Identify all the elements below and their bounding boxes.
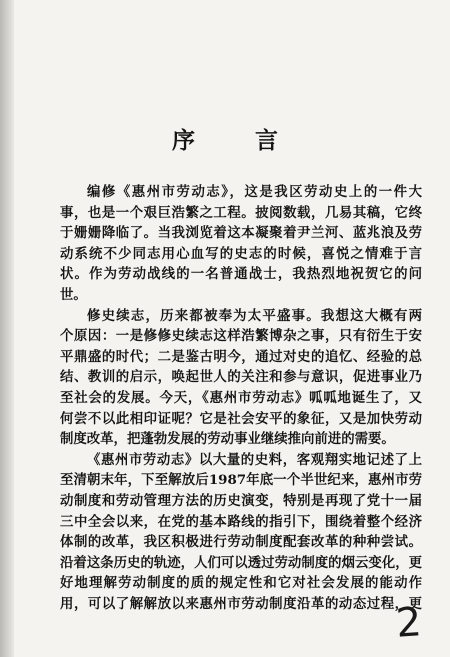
text-line: 动系统不少同志用心血写的史志的时候，喜悦之情难于言	[60, 245, 422, 262]
scan-edge-shadow	[0, 0, 14, 657]
text-line: 修史续志，历来都被奉为太平盛事。我想这大概有两	[87, 307, 422, 324]
text-line: 于姗姗降临了。当我浏览着这本凝聚着尹兰河、蓝兆浪及劳	[60, 225, 422, 242]
text-line: 动制度和劳动管理方法的历史演变，特别是再现了党十一届	[60, 492, 422, 509]
text-line: 至社会的发展。今天，《惠州市劳动志》呱呱地诞生了，又	[60, 389, 422, 406]
handwritten-page-number: 2	[394, 599, 424, 647]
text-line: 何尝不以此相印证呢？它是社会安平的象征，又是加快劳动	[60, 410, 422, 427]
text-line: 结、教训的启示，唤起世人的关注和参与意识，促进事业乃	[60, 369, 422, 386]
text-line: 体制的改革，我区积极进行劳动制度配套改革的种种尝试。	[60, 534, 422, 551]
text-line: 用，可以了解解放以来惠州市劳动制度沿革的动态过程，更	[60, 595, 422, 612]
text-line: 平鼎盛的时代；二是鉴古明今，通过对史的追忆、经验的总	[60, 348, 422, 365]
text-line: 沿着这条历史的轨迹，人们可以透过劳动制度的烟云变化，更	[60, 554, 422, 571]
text-line: 个原因：一是修修史续志这样浩繁博杂之事，只有衍生于安	[60, 328, 422, 345]
text-line: 状。作为劳动战线的一名普通战士，我热烈地祝贺它的问	[60, 266, 422, 283]
text-line: 三中全会以来，在党的基本路线的指引下，围绕着整个经济	[60, 513, 422, 530]
preface-body	[60, 182, 422, 614]
text-line: 制度改革，把蓬勃发展的劳动事业继续推向前进的需要。	[60, 431, 395, 448]
text-line: 世。	[60, 286, 87, 303]
text-line: 至清朝末年，下至解放后1987年底一个半世纪来，惠州市劳	[60, 472, 422, 489]
text-line: 编修《惠州市劳动志》，这是我区劳动史上的一件大	[87, 184, 422, 200]
text-line: 事，也是一个艰巨浩繁之工程。披阅数载，几易其稿，它终	[60, 204, 422, 221]
page-title: 序 言	[171, 127, 304, 154]
text-line: 好地理解劳动制度的质的规定性和它对社会发展的能动作	[60, 575, 422, 592]
text-line: 《惠州市劳动志》以大量的史料，客观翔实地记述了上	[87, 451, 422, 468]
